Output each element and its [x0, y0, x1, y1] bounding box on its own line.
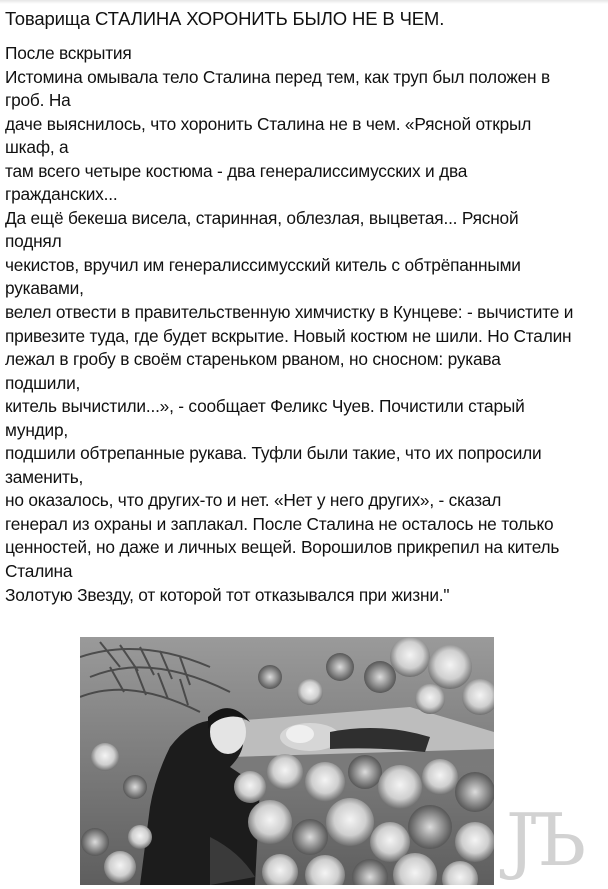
text-line: Да ещё бекеша висела, старинная, облезлая, выцветая... Рясной	[5, 207, 519, 228]
watermark-logo: JЪ	[506, 798, 581, 882]
text-line: но оказалось, что других-то и нет. «Нет у него других», - сказал	[5, 490, 502, 511]
text-line: лежал в гробу в своём стареньком рваном, но сносном: рукава	[5, 349, 501, 370]
text-line: китель вычистили...», - сообщает Феликс Чуев. Почистили старый	[5, 396, 525, 417]
text-line: подшили обтрепанные рукава. Туфли были такие, что их попросили	[5, 443, 542, 464]
text-line: шкаф, а	[5, 137, 69, 158]
text-line: Золотую Звезду, от которой тот отказывался при жизни."	[5, 584, 450, 605]
top-divider	[0, 0, 608, 4]
text-line: Сталина	[5, 561, 73, 582]
text-line: поднял	[5, 231, 62, 252]
photo-image-icon	[80, 637, 494, 885]
text-line: гражданских...	[5, 184, 118, 205]
text-line: гроб. На	[5, 90, 71, 111]
text-line: ценностей, но даже и личных вещей. Ворошилов прикрепил на китель	[5, 537, 560, 558]
post-title: Товарища СТАЛИНА ХОРОНИТЬ БЫЛО НЕ В ЧЕМ.	[5, 8, 445, 29]
text-line: там всего четыре костюма - два генералиссимусских и два	[5, 160, 468, 181]
text-line: велел отвести в правительственную химчистку в Кунцеве: - вычистите и	[5, 302, 574, 323]
text-line: чекистов, вручил им генералиссимусский китель с обтрёпанными	[5, 254, 521, 275]
text-line: После вскрытия	[5, 43, 132, 63]
funeral-photo	[80, 637, 494, 885]
text-line: заменить,	[5, 466, 84, 487]
text-line: рукавами,	[5, 278, 84, 299]
text-line: Истомина омывала тело Сталина перед тем, как труп был положен в	[5, 66, 550, 87]
text-line: привезите туда, где будет вскрытие. Новый костюм не шили. Но Сталин	[5, 325, 572, 346]
text-line: подшили,	[5, 372, 81, 393]
text-line: мундир,	[5, 419, 69, 440]
post-body	[5, 42, 605, 607]
text-line: генерал из охраны и заплакал. После Сталина не осталось не только	[5, 513, 554, 534]
text-line: даче выяснилось, что хоронить Сталина не в чем. «Рясной открыл	[5, 113, 532, 134]
